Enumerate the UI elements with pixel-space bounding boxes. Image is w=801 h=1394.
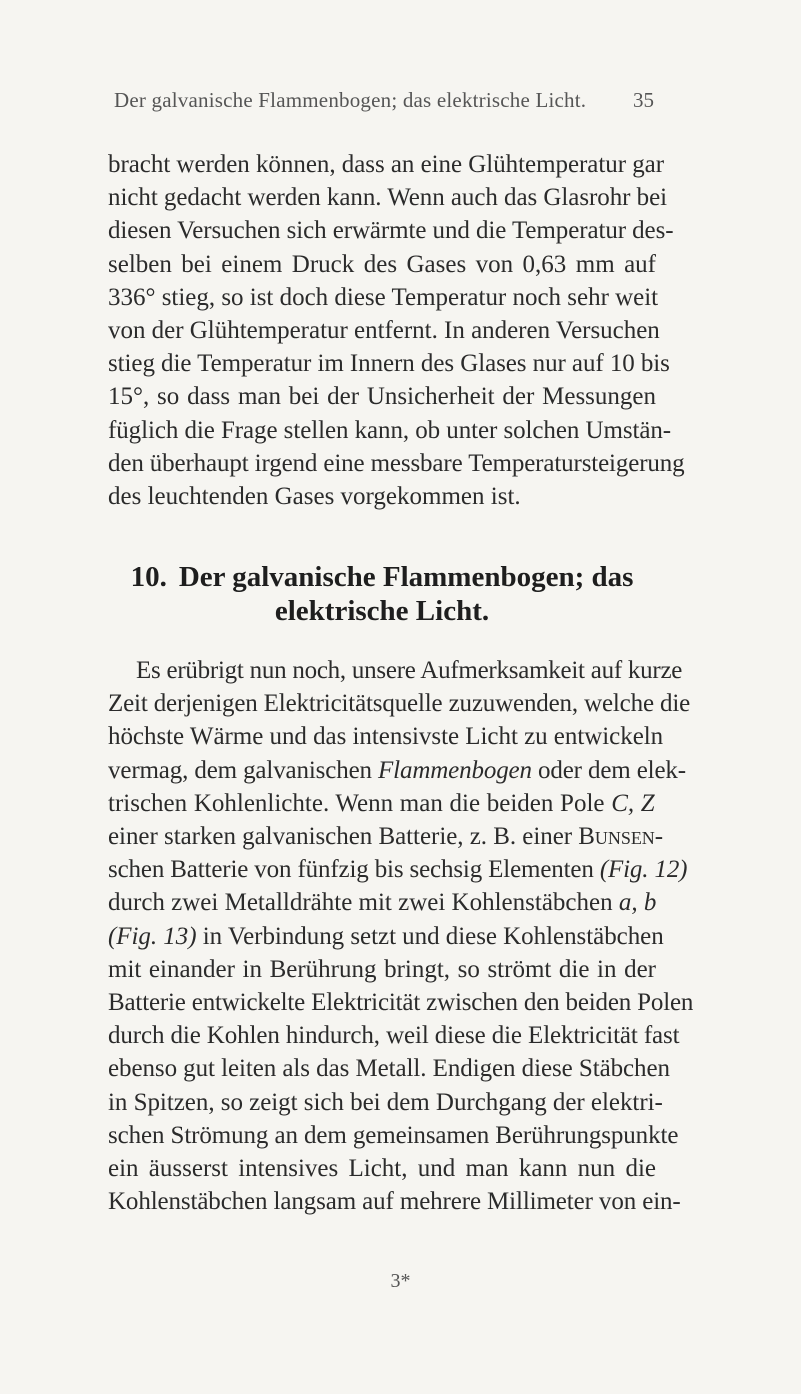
text-line: 15°, so dass man bei der Unsicherheit der Messungen	[108, 383, 656, 411]
text-line: durch die Kohlen hindurch, weil diese die Elektricität fast	[108, 1022, 680, 1050]
running-title: Der galvanische Flammenbogen; das elektrische Licht.	[114, 88, 587, 112]
text-span: vermag, dem galvanischen	[108, 756, 372, 784]
text-line: Es erübrigt nun noch, unsere Aufmerksamkeit auf kurze	[136, 657, 683, 684]
paragraph-continued	[108, 148, 685, 513]
text-line: in Spitzen, so zeigt sich bei dem Durchgang der elektri-	[108, 1088, 663, 1116]
text-line: diesen Versuchen sich erwärmte und die Temperatur des-	[108, 217, 674, 245]
text-line: stieg die Temperatur im Innern des Glases nur auf 10 bis	[108, 350, 670, 378]
section-title-line-2: elektrische Licht.	[274, 595, 490, 627]
text-line: mit einander in Berührung bringt, so strömt die in der	[108, 955, 656, 983]
text-line	[108, 820, 664, 853]
text-span: in Verbindung setzt und diese Kohlenstäbchen	[202, 922, 664, 950]
text-line: von der Glühtemperatur entfernt. In anderen Versuchen	[108, 317, 660, 345]
text-span: schen Batterie von fünfzig bis sechsig Elementen	[108, 856, 594, 884]
term-flammenbogen: Flammenbogen	[378, 756, 532, 784]
text-line: Zeit derjenigen Elektricitätsquelle zuzuwenden, welche die	[108, 690, 691, 718]
rod-labels: a, b	[618, 889, 657, 917]
text-line: ebenso gut leiten als das Metall. Endigen diese Stäbchen	[108, 1055, 670, 1083]
name-bunsen: Bunsen-	[578, 823, 664, 851]
text-span: durch zwei Metalldrähte mit zwei Kohlenstäbchen	[108, 889, 613, 917]
paragraph-main	[108, 654, 694, 1218]
text-line: höchste Wärme und das intensivste Licht zu entwickeln	[108, 723, 664, 751]
running-header	[114, 88, 654, 118]
text-span: einer starken galvanischen Batterie, z. B. einer	[108, 823, 573, 851]
text-line: 336° stieg, so ist doch diese Temperatur noch sehr weit	[108, 283, 659, 311]
text-line: des leuchtenden Gases vorgekommen ist.	[108, 483, 521, 511]
text-line: bracht werden können, dass an eine Glühtemperatur gar	[108, 151, 665, 178]
text-span: trischen Kohlenlichte. Wenn man die beiden Pole	[108, 789, 605, 817]
text-span: oder dem elek-	[538, 756, 686, 784]
section-title-line-1: Der galvanische Flammenbogen; das	[178, 561, 634, 593]
text-line: nicht gedacht werden kann. Wenn auch das Glasrohr bei	[108, 184, 668, 212]
pole-labels: C, Z	[611, 789, 655, 817]
text-line	[108, 853, 688, 886]
text-line	[108, 886, 656, 919]
signature-mark: 3*	[390, 1270, 411, 1292]
text-line: den überhaupt irgend eine messbare Temperatursteigerung	[108, 449, 685, 477]
text-line: ein äusserst intensives Licht, und man kann nun die	[108, 1155, 656, 1183]
text-line	[108, 754, 686, 787]
text-line: schen Strömung an dem gemeinsamen Berührungspunkte	[108, 1121, 679, 1149]
page-number: 35	[633, 88, 654, 112]
section-heading	[108, 560, 656, 628]
figure-reference: (Fig. 13)	[108, 922, 197, 950]
section-number: 10.	[130, 561, 167, 593]
text-line: Batterie entwickelte Elektricität zwischen den beiden Polen	[108, 989, 694, 1017]
text-line	[108, 920, 664, 953]
text-line: selben bei einem Druck des Gases von 0,63 mm auf	[108, 250, 656, 278]
text-line	[108, 787, 656, 820]
figure-reference: (Fig. 12)	[599, 856, 688, 884]
text-line: füglich die Frage stellen kann, ob unter solchen Umstän-	[108, 416, 672, 444]
text-line: Kohlenstäbchen langsam auf mehrere Millimeter von ein-	[108, 1188, 681, 1216]
